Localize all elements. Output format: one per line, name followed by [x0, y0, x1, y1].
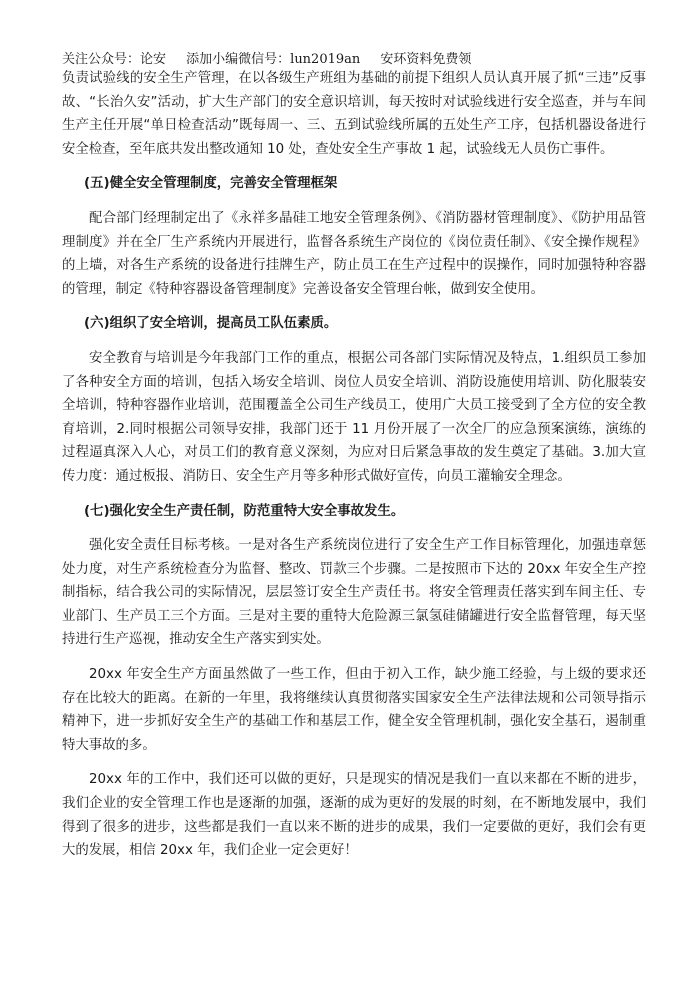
section-heading: (七)强化安全生产责任制，防范重特大安全事故发生。 [84, 503, 405, 519]
paragraph: 20xx 年的工作中，我们还可以做的更好，只是现实的情况是我们一直以来都在不断的进步，我们企业的安全管理工作也是逐渐的加强，逐渐的成为更好的发展的时刻，在不断地发展中，我们得到了很多的进步，这些都是我们一直以来不断的进步的成果，我们一定要做的更好，我们会有更大的发展，相信 20xx 年，我们企业一定会更好！ [62, 772, 646, 859]
paragraph: 配合部门经理制定出了《永祥多晶硅工地安全管理条例》、《消防器材管理制度》、《防护用品管理制度》并在全厂生产系统内开展进行，监督各系统生产岗位的《岗位责任制》、《安全操作规程》的上墙，对各生产系统的设备进行挂牌生产，防止员工在生产过程中的误操作，同时加强特种容器的管理，制定《特种容器设备管理制度》完善设备安全管理台帐，做到安全使用。 [62, 210, 646, 297]
paragraph: 强化安全责任目标考核。一是对各生产系统岗位进行了安全生产工作目标管理化，加强违章惩处力度，对生产系统检查分为监督、整改、罚款三个步骤。二是按照市下达的 20xx 年安全生产控制指标，结合我公司的实际情况，层层签订安全生产责任书。将安全管理责任落实到车间主任、专业部门、生产员工三个方面。三是对主要的重特大危险源三氯氢硅储罐进行安全监督管理，每天坚持进行生产巡视，推动安全生产落实到实处。 [62, 538, 646, 648]
paragraph: 20xx 年安全生产方面虽然做了一些工作，但由于初入工作，缺少施工经验，与上级的要求还存在比较大的距离。在新的一年里，我将继续认真贯彻落实国家安全生产法律法规和公司领导指示精神下，进一步抓好安全生产的基础工作和基层工作，健全安全管理机制，强化安全基石，遏制重特大事故的多。 [62, 667, 646, 753]
paragraph: 负责试验线的安全生产管理，在以各级生产班组为基础的前提下组织人员认真开展了抓“三违”反事故、“长治久安”活动，扩大生产部门的安全意识培训，每天按时对试验线进行安全巡查，并与车间生产主任开展“单日检查活动”既每周一、三、五到试验线所属的五处生产工序，包括机器设备进行安全检查，至年底共发出整改通知 10 处，查处安全生产事故 1 起，试验线无人员伤亡事件。 [62, 71, 646, 157]
section-heading: (五)健全安全管理制度，完善安全管理框架 [84, 176, 338, 192]
header-wechat: 添加小编微信号：lun2019an [186, 52, 361, 67]
page-header [62, 48, 487, 67]
section-heading: (六)组织了安全培训，提高员工队伍素质。 [84, 316, 338, 332]
header-free-resources: 安环资料免费领 [380, 52, 472, 67]
document-body [62, 67, 646, 874]
header-account: 关注公众号：论安 [62, 52, 167, 67]
paragraph: 安全教育与培训是今年我部门工作的重点，根据公司各部门实际情况及特点，1.组织员工参加了各种安全方面的培训，包括入场安全培训、岗位人员安全培训、消防设施使用培训、防化服装安全培训，特种容器作业培训，范围覆盖全公司生产线员工，使用广大员工接受到了全方位的安全教育培训，2.同时根据公司领导安排，我部门还于 11 月份开展了一次全厂的应急预案演练，演练的过程逼真深入人心，对员工们的教育意义深刻，为应对日后紧急事故的发生奠定了基础。3.加大宣传力度：通过板报、消防日、安全生产月等多种形式做好宣传，向员工灌输安全理念。 [62, 350, 646, 484]
